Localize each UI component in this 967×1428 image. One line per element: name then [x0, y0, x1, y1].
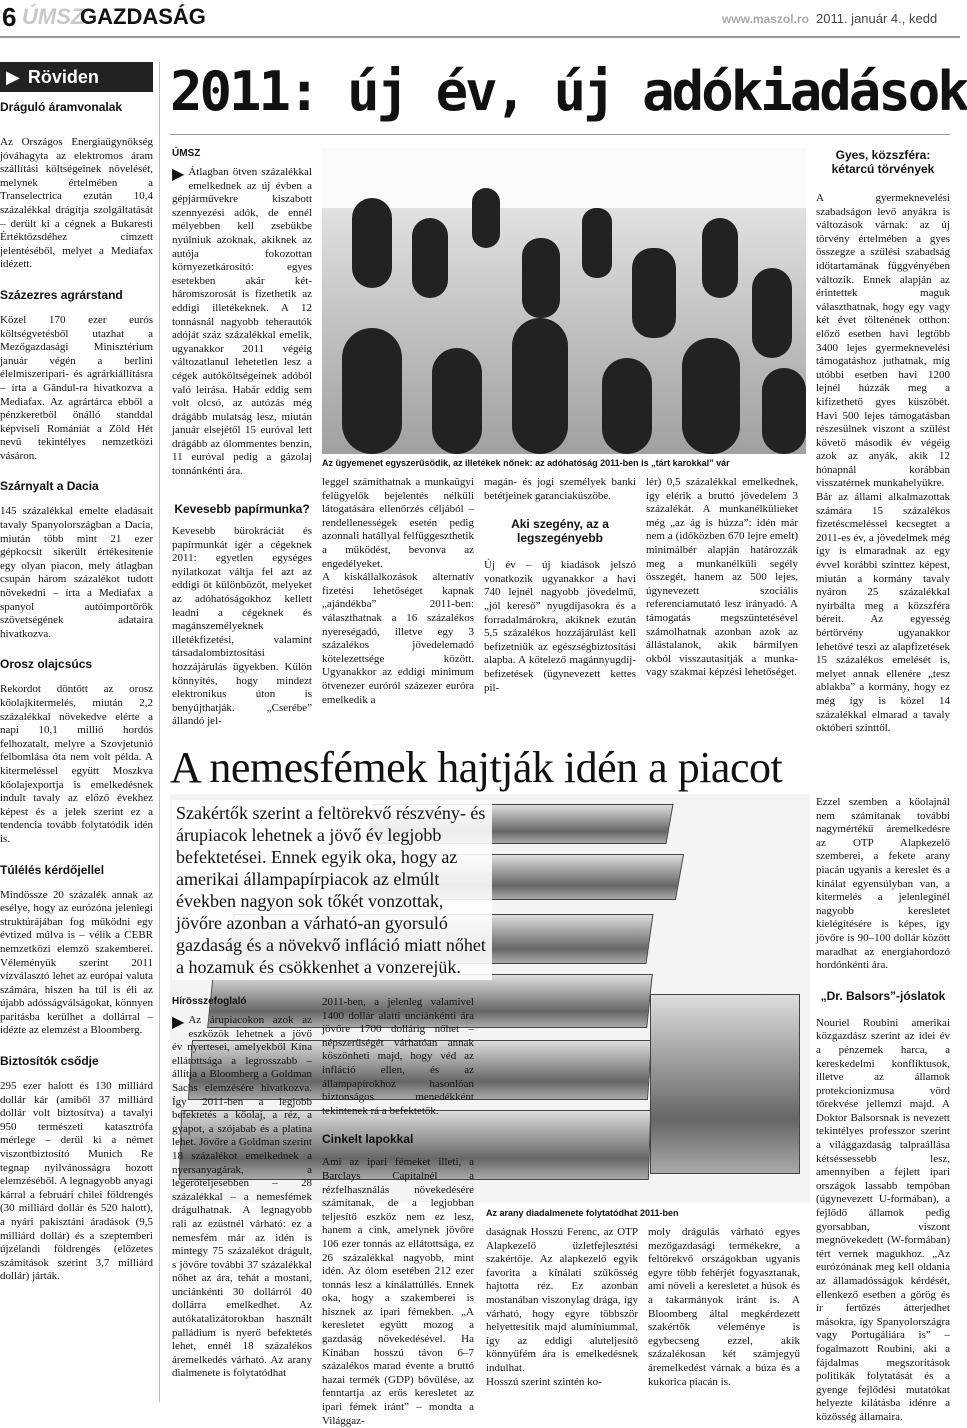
lead-text: Szakértők szerint a feltörekvő részvény- és árupiacok lehetnek a jövő év legjobb befektetései. Ennek egyik oka, hogy az amerikai állampapírpiacok az elmúlt években nagyon sok tőkét vonzottak, jövőre azonban a várható-an gyorsuló gazdaság és a növekvő infláció miatt nőhet a hozamuk és csökkenhet a vonzerejük. [172, 800, 492, 980]
sidebar-text: Az Országos Energiaügynökség jóváhagyta az elektromos áram szállítási költségeinek növelését, melynek értelmében a Transelectrica ezután 10,4 százalékkal drágítja szolgáltatását – derült ki a cégnek a Bukaresti Értéktőzsdéhez címzett jelentéséből, melyet a Mediafax idézett. [0, 136, 153, 271]
sidebar-text: 295 ezer halott és 130 milliárd dollár kár (amiből 37 milliárd dollár volt biztosítva) a tavalyi 950 természeti katasztrófa mérlege – derül ki a német viszontbiztosító Munich Re tegnap nyilvánosságra hozott elemzéséből. A legnagyobb anyagi kárral a februári chilei földrengés (30 milliárd dollár és 520 halott), a nyári pakisztáni áradások (9,5 milliárd dollár) és a szeptemberi újzélandi földrengés (előzetes számítások szerint 3,7 milliárd dollár) járták. [0, 1080, 153, 1283]
art1-col5: A gyermeknevelési szabadságon levő anyákra is változások várnak: az új törvény értelmében a gyes összegze a szülési szabadság időtartamának függvényében változik. Ennek alapján az érintettek maguk választhatnak, hogy egy vagy két évet töltenének otthon: előző esetben havi legtöbb 3400 lejes gyermeknevelési támogatáshoz juthatnak, míg utóbbi esetben havi 1200 lejnél húzzák meg a kifizethető gyes küszöbét. Havi 500 lejes támogatásban részesülnek viszont a szülést követő második év végéig azok az anyák, akik 12 hónapnál korábban visszatérnek munkahelyükre. Bár az állami alkalmazottak számára 15 százalékos fizetéscmeléssel kecsegtet a 2011-es év, a jövedelmek még így is elmaradnak az egy évvel korábbi szinttez képest, miután a kormány tavaly nyáron 25 százalékkal nyirbálta meg a közszféra béreit. Az egyesség bértörvény ugyanakkor lehetővé teszi az alapfizetések 15 százalékos emelését is, melyet annak ellenére „tesz ablakba” a kormány, hogy ez még így is közel 14 százalékkal elmarad a tavaly októberi szinttől. [816, 192, 950, 735]
play-icon: ▶ [6, 66, 20, 87]
section-name: GAZDASÁG [80, 4, 206, 29]
sidebar-section [0, 288, 153, 464]
sidebar-head: Szárnyalt a Dacia [0, 479, 99, 494]
sidebar-head: Orosz olajcsúcs [0, 657, 93, 672]
arrow-icon: ▶ [172, 166, 185, 183]
page-number: 6 [2, 2, 17, 32]
site-url[interactable]: www.maszol.ro [722, 12, 809, 26]
sidebar-section [0, 863, 153, 1039]
sidebar-text: Közel 170 ezer eurós költségvetésből utazhat a Mezőgazdasági Minisztérium január végén a berlini élelmiszeripari- és agrárkiállításra – írta a Gândul-ra hivatkozva a Mediafax. Az agrártárca ebből a pénzkeretből önálló standdal képviseli Romániát a Zöld Hét nevű tekintélyes nemzetközi vásáron. [0, 313, 153, 462]
photo-caption: Az ügyemenet egyszerűsödik, az illetékek nőnek: az adóhatóság 2011-ben is „tárt karokkal” vár [322, 458, 730, 468]
art1-col4: lér) 0,5 százalékkal emelkednek, így elérik a bruttó jövedelem 3 százalékát. A munkanélkülieket még „az ág is húzza”: idén már nem a (időközben 670 lejre emelt) minimálbér alapján határozzák meg a munkanélküli segély összegét, hanem az 500 lejes, úgynevezett szociális referenciamutató lesz irányadó. A támogatás megszüntetésével számolhatnak azonban azok az állástalanok, akik bármilyen okból visszautasítják a munka- vagy szakmai képzési lehetőséget. [646, 476, 798, 679]
sidebar-head: Biztosítók csődje [0, 1054, 99, 1069]
article-title: 2011: új év, új adókiadások [170, 60, 967, 123]
sidebar-text: Rekordot döntött az orosz kőolajkitermelés, miután 2,2 százalékkal növekedve elérte a napi 10,1 millió hordós felhozatalt, melyre a Szovjetunió felbomlása óta nem volt példa. A kitermeléssel együtt Moszkva kőolajexportja is emelkedésnek indult tavaly az előző évekhez képest és a jelek szerint ez a tendencia tovább folytatódik idén is. [0, 683, 153, 845]
art1-col1b: Kevesebb bürokráciát és papírmunkát ígér a cégeknek 2011: egyetlen egységes nyilatkozat váltja fel azt az eddigi öt különbözőt, melyeket az adóhatóságokhoz kellett leadni a cégeknek és magánszemélyeknek illetékfizetési, valamint társadalombiztosítási hozzájárulás ügyekben. Külön könnyítés, hogy mindezt elektronikus úton is benyújthatják. „Cserébe” állandó jel- [172, 525, 312, 728]
sidebar-section [0, 479, 153, 641]
art2-subhead: „Dr. Balsors”-jóslatok [820, 988, 946, 1003]
art1-subhead: Kevesebb papírmunka? [174, 502, 310, 516]
sidebar-head: Százezres agrárstand [0, 287, 123, 302]
sidebar-section [0, 100, 153, 272]
page-header [0, 0, 960, 38]
art2-col4: moly drágulás várható egyes mezőgazdasági termékekre, a feltörekvő országokban ugyanis egyre több fehérjét fogyasztanak, ami növeli a keresletet a húsok és a takarmányok iránt is. A Bloomberg által megkérdezett szakértők véleménye is egybecseng ezzel, akik százalékosan két számjegyű áremelkedést várnak a búza és a kukorica piacán is. [648, 1226, 800, 1388]
art2-col1: ▶ Az árupiacokon azok az eszközök lehetnek a jövő év nyertesei, amelyekből Kína ellátottsága a legrosszabb – állítja a Bloomberg a Goldman Sachs elemzésére hivatkozva. Így 2011-ben a legjobb befektetés a kőolaj, a réz, a gyapot, a szójabab és a platina lehet. Jövőre a Goldman szerint 18 százalékot emelkednek a nyersanyagárak, a legerőteljesebben – 28 százalékkal – a nemesfémek drágulhatnak. A legnagyobb rali az ezüstnél várható: ez a nemesfém már az idén is mintegy 75 százalékot drágult, s jövőre további 37 százalékkal nőhet az ára, tehát a mostani, unciánkénti 30 dollárról 40 dollárra emelkedhet. Az autókatalizátorokban használt palládium is nyerő befektetés lehet, ennél 18 százalékos áremelkedés várható. Az arany dialmenete is folytatódhat [172, 1014, 312, 1380]
art1-col3: magán- és jogi személyek banki betétjeinek garanciaküszöbe. Aki szegény, az a legszegényebb Új év – új kiadások jelszó vonatkozik ugyanakkor a havi 740 lejnél nagyobb jövedelmű, „jól kereső” nyugdíjasokra és a forradalmárokra, akiknek ezután 5,5 százalékos hozzájárulást kell befizetniük az egészségbiztosítási alapba. A kötelező magánnyugdíj-befizetések (ügynevezett kettes pil- [484, 476, 636, 694]
sidebar-section [0, 1054, 153, 1284]
article-title: A nemesfémek hajtják idén a piacot [170, 743, 783, 792]
sidebar-section [0, 657, 153, 846]
art1-subhead: Aki szegény, az a legszegényebb [511, 517, 609, 546]
art2-subhead: Cinkelt lapokkal [322, 1132, 414, 1147]
art1-col1a: ▶ Átlagban ötven százalékkal emelkednek az új évben a gépjárművekre kiszabott szennyezési adók, de ennél mélyebben kell zsebükbe nyúlniuk azoknak, akiknek az autója fokozottan környezetkárosító: egyes esetekben akár két-háromszorosát is fizethetik az eddigi illetékeknek. A 12 tonnásnál nagyobb teherautók adóját száz százalékkal emelik, ugyanakkor 2011 végéig változatlanul lehetetlen lesz a cégek autóköltségeinek adóból való leírása. Habár eddig sem volt olcsó, az autózás még drágább mulatság lesz, miután január elsejétől 15 euróval lett drágább az ólommentes benzin, 11 euróval pedig a gázolaj tonnánkénti ára. [172, 166, 312, 478]
art2-col5: Ezzel szemben a kőolajnál nem számítanak további nagymértékű áremelkedésre az OTP Alapkezelő szemberei, a fekete arany piacán ugyanis a kereslet és a kínálat egyensúlyban van, a kitermelés a jelenleginél nagyobb keresletet kielégítésére is képes, így jövőre is 90–100 dollár között maradhat az energiahordozó hordónkénti ára. „Dr. Balsors”-jóslatok Nouriel Roubini amerikai közgazdász szerint az idei év a pénzemek harca, a kereskedelmi konfliktusok, illetve az államok protekcionizmusa vörd tőrekvése jellemzi majd. A Doktor Balsorsnak is nevezett tekintélyes professzor szerint a világgazdaság talpraállása kétséssessebb lesz, amennyiben a fejlett ipari országok lassabb tempóban (úgynevezett U-formában), a fejlődő államok pedig gyorsabban, viszont megnövekedett (W-formában) tért vernek magukhoz. „Az eurózónának meg kell oldania az államadósságok kérdését, ellenkező esetben a görög és ír fertőzés átterjedhet másokra, így Spanyolországra vagy Portugáliára is” – fogalmazott Roubini, aki a fájdalmas megszorítások politikák folytatását és a gyenge fejlődési mutatókat helyezte kilátásba idénre a közösség államaira. [816, 796, 950, 1423]
section-prefix: ÚMSZ [22, 4, 85, 29]
crowd-photo [322, 148, 806, 454]
arrow-icon: ▶ [172, 1014, 185, 1031]
issue-date: 2011. január 4., kedd [816, 11, 938, 26]
art1-col2: leggel számíthatnak a munkaügyi felügyelők bejelentés nélküli látogatására ellenőrzés céljából – rendellenességek esetén pedig azonnali hatállyal felfüggeszthetik a működést, bevonva az engedélyeket. A kiskállalkozások alternatív fizetési lehetőséget kapnak „ajándékba” 2011-ben: választhatnak a 16 százalékos nyereségadó, illetve egy 3 százalékos jövedelemadó kötelezettsége között. Ugyanakkor az eddigi minimum ötvenezer euróról százezer euróra emelkedik a [322, 476, 474, 706]
photo-caption: Az arany diadalmenete folytatódhat 2011-ben [486, 1208, 679, 1218]
sidebar-head: Dráguló áramvonalak [0, 100, 123, 114]
sidebar-text: 145 százalékkal emelte eladásait tavaly Spanyolországban a Dacia, miután több mint 21 ezer gépkocsit sikerült értékesítenie egy olyan piacon, mely átlagban csupán három százalékot tudott növekedni – írta a Mediafax a spanyol autóimportőrök szövetségének adataira hivatkozva. [0, 505, 153, 640]
sidebar-box-label: ▶ Röviden [0, 62, 153, 92]
title-rule [170, 134, 950, 135]
sidebar [0, 62, 160, 1402]
sidebar-head: Túlélés kérdőjellel [0, 862, 105, 877]
art2-col3: daságnak Hosszú Ferenc, az OTP Alapkezelő üzletfejlesztési szakértője. Az alapkezelő egyik favorita a kínálati szűkösség hajtotta réz. Ez azonban mostanában viszonylag drága, így várható, hogy egyre többször helyettesítik majd alumíniummal, így az eddigi aluteljesítő könnyűfém ára is emelkedésnek indulhat. Hosszú szerint szintén ko- [486, 1226, 638, 1388]
art2-col2: 2011-ben, a jelenleg valamivel 1400 dollár alatti unciánkénti ára jövőre 1700 dollárig nőhet – népszerűségét várhatóan annak köszönheti majd, hogy véd az infláció ellen, és az állampapírokhoz hasonlóan biztonságos menedékként tekintenek rá a befektetők. Cinkelt lapokkal Ami az ipari fémeket illeti, a Barclays Capitalnél a rézfelhasználás növekedésére számítanak, de a legjobban teljesítő eszköz nem ez lesz, hanem a cink, amelynek jövőre 106 ezer tonnás az ellátottsága, ez 26 százalékkal nagyobb, mint idén. Az ólom esetében 212 ezer tonnás lesz a kínálattúllés. Ennek oka, hogy a szakemberei is hisznek az ipari fémekben. „A keresletet együtt mozog a gazdaság növekedésével. Ha Kínában hosszú távon 6–7 százalékos marad évente a bruttó hazai termék (GDP) bővülése, az fenntartja az erős keresletet az ipari fémek iránt” – mondta a Világgaz- [322, 996, 474, 1427]
byline: ÚMSZ [172, 148, 201, 159]
byline: Hírösszefoglaló [172, 996, 247, 1007]
sidebar-text: Mindössze 20 százalék annak az esélye, hogy az eurózóna jelenlegi struktúrájában fog működni egy évtized múlva is – vélik a CEBR nemzetközi elemző szakemberei. Véleményük szerint 2011 vízválasztó lehet az európai valuta számára, hiszen ha túl is éli az újabb adósságválságokat, könnyen paritásba kerülhet a dollárral – idézte az elemzést a Bloomberg. [0, 888, 153, 1037]
art1-subhead: Gyes, közszféra: kétarcú törvények [831, 148, 935, 176]
